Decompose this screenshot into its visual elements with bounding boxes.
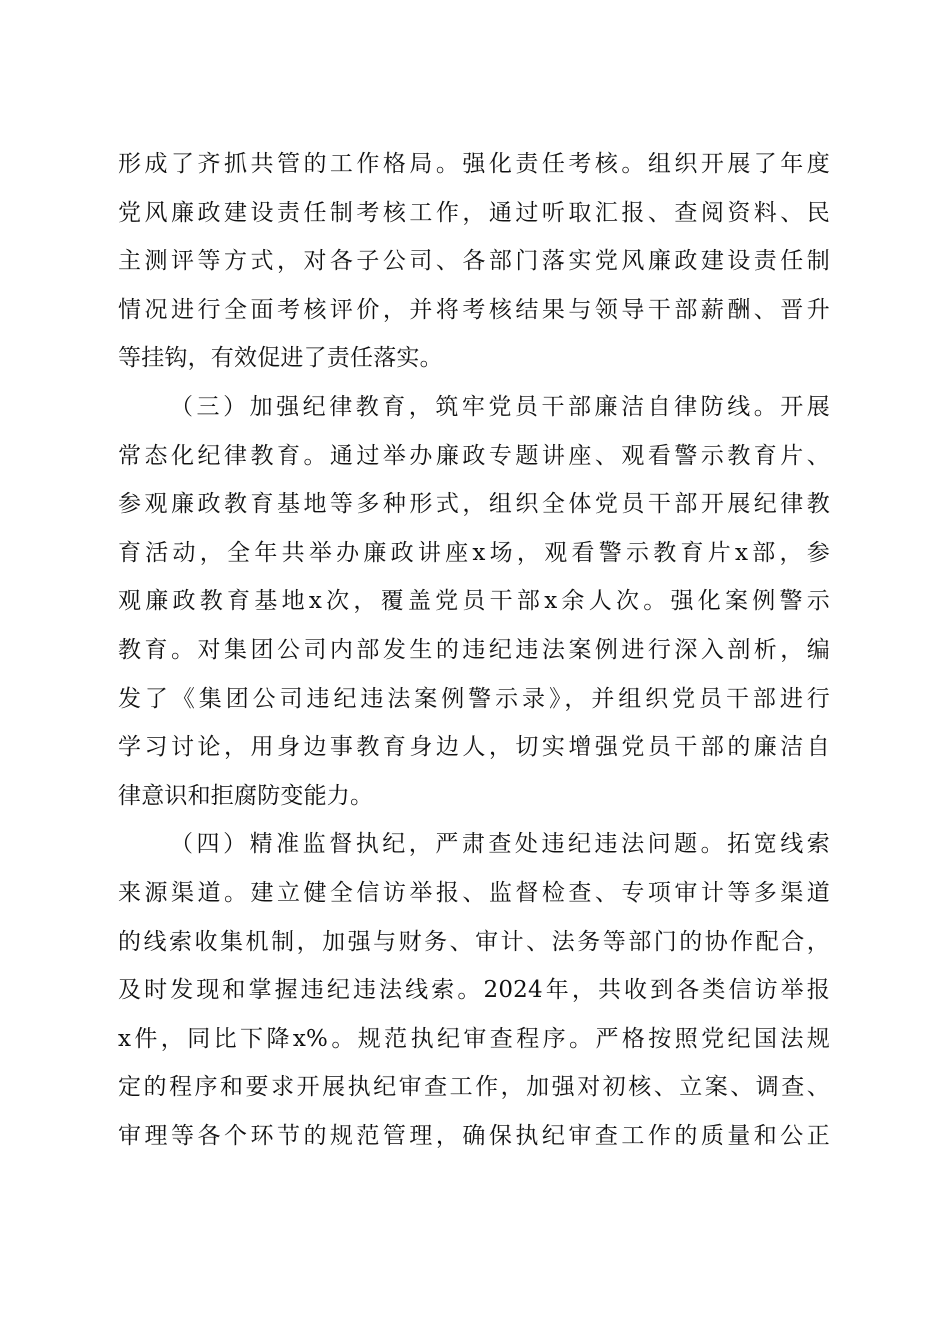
section-heading-line: （四）精准监督执纪，严肃查处违纪违法问题。拓宽线索 <box>170 831 830 858</box>
text-line: 发了《集团公司违纪违法案例警示录》，并组织党员干部进行 <box>118 685 830 712</box>
text-line: 等挂钩，有效促进了责任落实。 <box>118 345 443 372</box>
text-line: 形成了齐抓共管的工作格局。强化责任考核。组织开展了年度 <box>118 151 830 177</box>
text-line: 教育。对集团公司内部发生的违纪违法案例进行深入剖析，编 <box>118 636 830 663</box>
document-body <box>118 140 830 1160</box>
text-line: 及时发现和掌握违纪违法线索。2024年，共收到各类信访举报 <box>118 977 830 1004</box>
text-line: 育活动，全年共举办廉政讲座x场，观看警示教育片x部，参 <box>118 539 830 566</box>
text-line: 定的程序和要求开展执纪审查工作，加强对初核、立案、调查、 <box>118 1074 830 1101</box>
text-line: 律意识和拒腐防变能力。 <box>118 782 374 809</box>
section-heading-line: （三）加强纪律教育，筑牢党员干部廉洁自律防线。开展 <box>170 393 830 420</box>
text-line: 学习讨论，用身边事教育身边人，切实增强党员干部的廉洁自 <box>118 734 830 761</box>
text-line: 来源渠道。建立健全信访举报、监督检查、专项审计等多渠道 <box>118 879 830 906</box>
text-line: 参观廉政教育基地等多种形式，组织全体党员干部开展纪律教 <box>118 491 830 518</box>
text-line: 情况进行全面考核评价，并将考核结果与领导干部薪酬、晋升 <box>118 296 830 323</box>
text-line: 党风廉政建设责任制考核工作，通过听取汇报、查阅资料、民 <box>118 199 830 226</box>
text-line: 常态化纪律教育。通过举办廉政专题讲座、观看警示教育片、 <box>118 442 830 469</box>
text-line: 的线索收集机制，加强与财务、审计、法务等部门的协作配合， <box>118 928 830 955</box>
text-line: x件，同比下降x%。规范执纪审查程序。严格按照党纪国法规 <box>118 1025 830 1052</box>
text-line: 审理等各个环节的规范管理，确保执纪审查工作的质量和公正 <box>118 1122 830 1149</box>
text-line: 主测评等方式，对各子公司、各部门落实党风廉政建设责任制 <box>118 248 830 275</box>
text-line: 观廉政教育基地x次，覆盖党员干部x余人次。强化案例警示 <box>118 588 830 615</box>
